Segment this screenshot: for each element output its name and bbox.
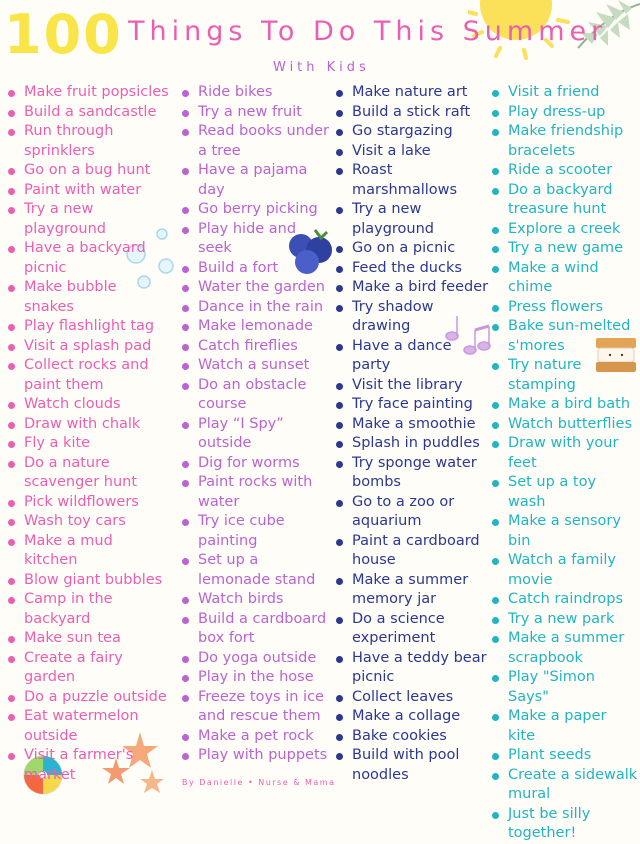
activity-item: Play “I Spy” outside: [182, 415, 330, 454]
activity-item: Bake cookies: [336, 727, 492, 747]
activity-item: Watch a sunset: [182, 356, 330, 376]
activity-item: Catch raindrops: [492, 590, 638, 610]
page-title: Things To Do This Summer: [128, 16, 608, 47]
activity-item: Go stargazing: [336, 122, 492, 142]
activity-item: Build a fort: [182, 259, 330, 279]
activity-item: Make friendship bracelets: [492, 122, 638, 161]
activity-item: Have a pajama day: [182, 161, 330, 200]
activity-item: Make fruit popsicles: [8, 83, 170, 103]
activity-item: Make bubble snakes: [8, 278, 170, 317]
activity-item: Draw with your feet: [492, 434, 638, 473]
activity-item: Watch birds: [182, 590, 330, 610]
activity-item: Play flashlight tag: [8, 317, 170, 337]
activity-item: Wash toy cars: [8, 512, 170, 532]
activity-item: Do a backyard treasure hunt: [492, 181, 638, 220]
activity-item: Play "Simon Says": [492, 668, 638, 707]
activity-item: Make a bird bath: [492, 395, 638, 415]
activity-item: Read books under a tree: [182, 122, 330, 161]
activity-item: Ride a scooter: [492, 161, 638, 181]
activity-item: Run through sprinklers: [8, 122, 170, 161]
activity-item: Explore a creek: [492, 220, 638, 240]
activity-item: Play in the hose: [182, 668, 330, 688]
activity-item: Plant seeds: [492, 746, 638, 766]
activity-item: Do an obstacle course: [182, 376, 330, 415]
activity-item: Make a bird feeder: [336, 278, 492, 298]
activity-item: Make a sensory bin: [492, 512, 638, 551]
activity-column-1: [8, 83, 170, 785]
activity-item: Make sun tea: [8, 629, 170, 649]
activity-item: Watch clouds: [8, 395, 170, 415]
activity-item: Make a summer scrapbook: [492, 629, 638, 668]
activity-item: Try a new playground: [8, 200, 170, 239]
activity-item: Camp in the backyard: [8, 590, 170, 629]
activity-item: Build with pool noodles: [336, 746, 492, 785]
activity-item: Dig for worms: [182, 454, 330, 474]
activity-item: Make a collage: [336, 707, 492, 727]
activity-item: Do a puzzle outside: [8, 688, 170, 708]
activity-item: Go on a picnic: [336, 239, 492, 259]
activity-item: Have a dance party: [336, 337, 492, 376]
page-subtitle: With Kids: [273, 60, 370, 75]
activity-item: Have a backyard picnic: [8, 239, 170, 278]
activity-item: Do yoga outside: [182, 649, 330, 669]
activity-item: Make nature art: [336, 83, 492, 103]
activity-item: Paint with water: [8, 181, 170, 201]
activity-item: Roast marshmallows: [336, 161, 492, 200]
activity-item: Do a science experiment: [336, 610, 492, 649]
activity-column-4: [492, 83, 638, 844]
activity-item: Go to a zoo or aquarium: [336, 493, 492, 532]
activity-item: Just be silly together!: [492, 805, 638, 844]
activity-item: Play dress-up: [492, 103, 638, 123]
activity-item: Make a wind chime: [492, 259, 638, 298]
activity-item: Make a smoothie: [336, 415, 492, 435]
activity-item: Press flowers: [492, 298, 638, 318]
activity-item: Visit a lake: [336, 142, 492, 162]
activity-item: Try sponge water bombs: [336, 454, 492, 493]
activity-item: Try shadow drawing: [336, 298, 492, 337]
activity-item: Play with puppets: [182, 746, 330, 766]
activity-item: Build a stick raft: [336, 103, 492, 123]
activity-item: Go berry picking: [182, 200, 330, 220]
activity-item: Play hide and seek: [182, 220, 330, 259]
activity-item: Create a fairy garden: [8, 649, 170, 688]
activity-item: Make a pet rock: [182, 727, 330, 747]
activity-item: Do a nature scavenger hunt: [8, 454, 170, 493]
activity-item: Make lemonade: [182, 317, 330, 337]
activity-item: Make a paper kite: [492, 707, 638, 746]
activity-item: Build a sandcastle: [8, 103, 170, 123]
activity-item: Try face painting: [336, 395, 492, 415]
activity-item: Create a sidewalk mural: [492, 766, 638, 805]
activity-item: Catch fireflies: [182, 337, 330, 357]
activity-item: Eat watermelon outside: [8, 707, 170, 746]
activity-item: Paint rocks with water: [182, 473, 330, 512]
activity-item: Watch a family movie: [492, 551, 638, 590]
activity-item: Try ice cube painting: [182, 512, 330, 551]
activity-item: Visit a friend: [492, 83, 638, 103]
activity-item: Draw with chalk: [8, 415, 170, 435]
activity-item: Visit a splash pad: [8, 337, 170, 357]
activity-column-2: [182, 83, 330, 766]
activity-item: Paint a cardboard house: [336, 532, 492, 571]
activity-item: Collect leaves: [336, 688, 492, 708]
activity-item: Ride bikes: [182, 83, 330, 103]
activity-item: Visit the library: [336, 376, 492, 396]
activity-item: Collect rocks and paint them: [8, 356, 170, 395]
activity-item: Set up a toy wash: [492, 473, 638, 512]
title-number: 100: [4, 3, 123, 66]
activity-item: Try nature stamping: [492, 356, 638, 395]
activity-item: Make a summer memory jar: [336, 571, 492, 610]
activity-item: Visit a farmer's market: [8, 746, 170, 785]
activity-item: Make a mud kitchen: [8, 532, 170, 571]
activity-item: Dance in the rain: [182, 298, 330, 318]
activity-item: Go on a bug hunt: [8, 161, 170, 181]
activity-item: Try a new fruit: [182, 103, 330, 123]
activity-item: Fly a kite: [8, 434, 170, 454]
activity-item: Try a new game: [492, 239, 638, 259]
activity-item: Try a new playground: [336, 200, 492, 239]
activity-item: Pick wildflowers: [8, 493, 170, 513]
activity-item: Splash in puddles: [336, 434, 492, 454]
activity-item: Have a teddy bear picnic: [336, 649, 492, 688]
activity-item: Build a cardboard box fort: [182, 610, 330, 649]
activity-item: Feed the ducks: [336, 259, 492, 279]
activity-item: Watch butterflies: [492, 415, 638, 435]
activity-item: Blow giant bubbles: [8, 571, 170, 591]
activity-column-3: [336, 83, 492, 785]
author-credit: By Danielle • Nurse & Mama: [182, 778, 336, 787]
activity-item: Freeze toys in ice and rescue them: [182, 688, 330, 727]
activity-item: Try a new park: [492, 610, 638, 630]
activity-item: Set up a lemonade stand: [182, 551, 330, 590]
activity-item: Water the garden: [182, 278, 330, 298]
activity-item: Bake sun-melted s'mores: [492, 317, 638, 356]
